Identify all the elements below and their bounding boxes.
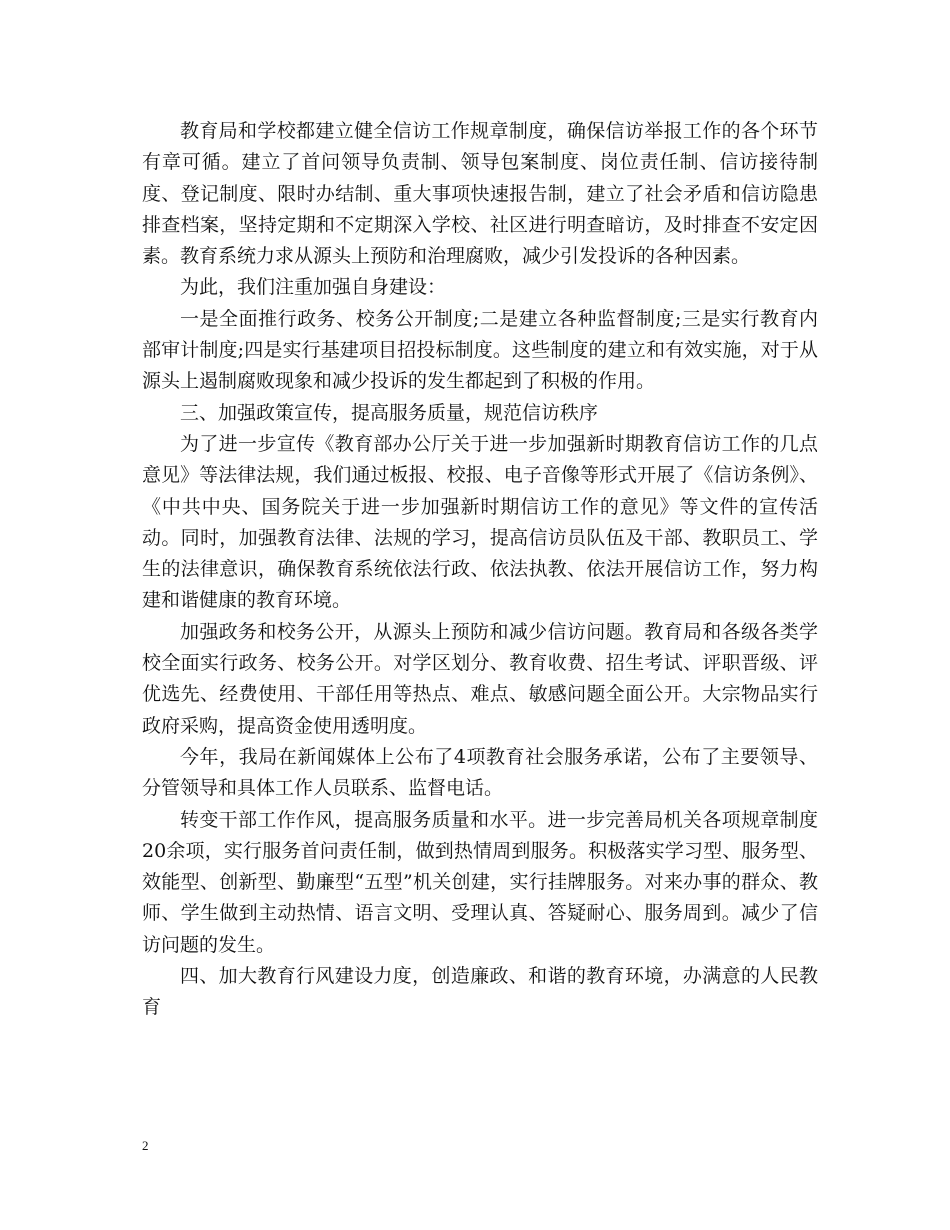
document-body	[142, 116, 818, 1024]
paragraph-complaint-system: 教育局和学校都建立健全信访工作规章制度，确保信访举报工作的各个环节有章可循。建立了首问领导负责制、领导包案制度、岗位责任制、信访接待制度、登记制度、限时办结制、重大事项快速报告制，建立了社会矛盾和信访隐患排查档案，坚持定期和不定期深入学校、社区进行明查暗访，及时排查不安定因素。教育系统力求从源头上预防和治理腐败，减少引发投诉的各种因素。	[142, 120, 818, 268]
paragraph-affairs-openness: 加强政务和校务公开，从源头上预防和减少信访问题。教育局和各级各类学校全面实行政务、校务公开。对学区划分、教育收费、招生考试、评职晋级、评优选先、经费使用、干部任用等热点、难点、敏感问题全面公开。大宗物品实行政府采购，提高资金使用透明度。	[142, 620, 818, 737]
paragraph-self-construction: 为此，我们注重加强自身建设：	[180, 276, 447, 299]
page-number: 2	[142, 1138, 149, 1153]
paragraph-policy-publicity: 为了进一步宣传《教育部办公厅关于进一步加强新时期教育信访工作的几点意见》等法律法规，我们通过板报、校报、电子音像等形式开展了《信访条例》、《中共中央、国务院关于进一步加强新时期信访工作的意见》等文件的宣传活动。同时，加强教育法律、法规的学习，提高信访员队伍及干部、教职员工、学生的法律意识，确保教育系统依法行政、依法执教、依法开展信访工作，努力构建和谐健康的教育环境。	[142, 432, 818, 612]
paragraph-service-commitments: 今年，我局在新闻媒体上公布了4项教育社会服务承诺，公布了主要领导、分管领导和具体工作人员联系、监督电话。	[142, 745, 818, 800]
paragraph-work-style: 转变干部工作作风，提高服务质量和水平。进一步完善局机关各项规章制度20余项，实行服务首问责任制，做到热情周到服务。积极落实学习型、服务型、效能型、创新型、勤廉型“五型”机关创建，实行挂牌服务。对来办事的群众、教师、学生做到主动热情、语言文明、受理认真、答疑耐心、服务周到。减少了信访问题的发生。	[142, 808, 818, 956]
section-heading-four: 四、加大教育行风建设力度，创造廉政、和谐的教育环境，办满意的人民教育	[142, 965, 818, 1019]
paragraph-four-systems: 一是全面推行政务、校务公开制度;二是建立各种监督制度;三是实行教育内部审计制度;四是实行基建项目招投标制度。这些制度的建立和有效实施，对于从源头上遏制腐败现象和减少投诉的发生都起到了积极的作用。	[142, 307, 818, 393]
section-heading-three: 三、加强政策宣传，提高服务质量，规范信访秩序	[180, 401, 599, 424]
